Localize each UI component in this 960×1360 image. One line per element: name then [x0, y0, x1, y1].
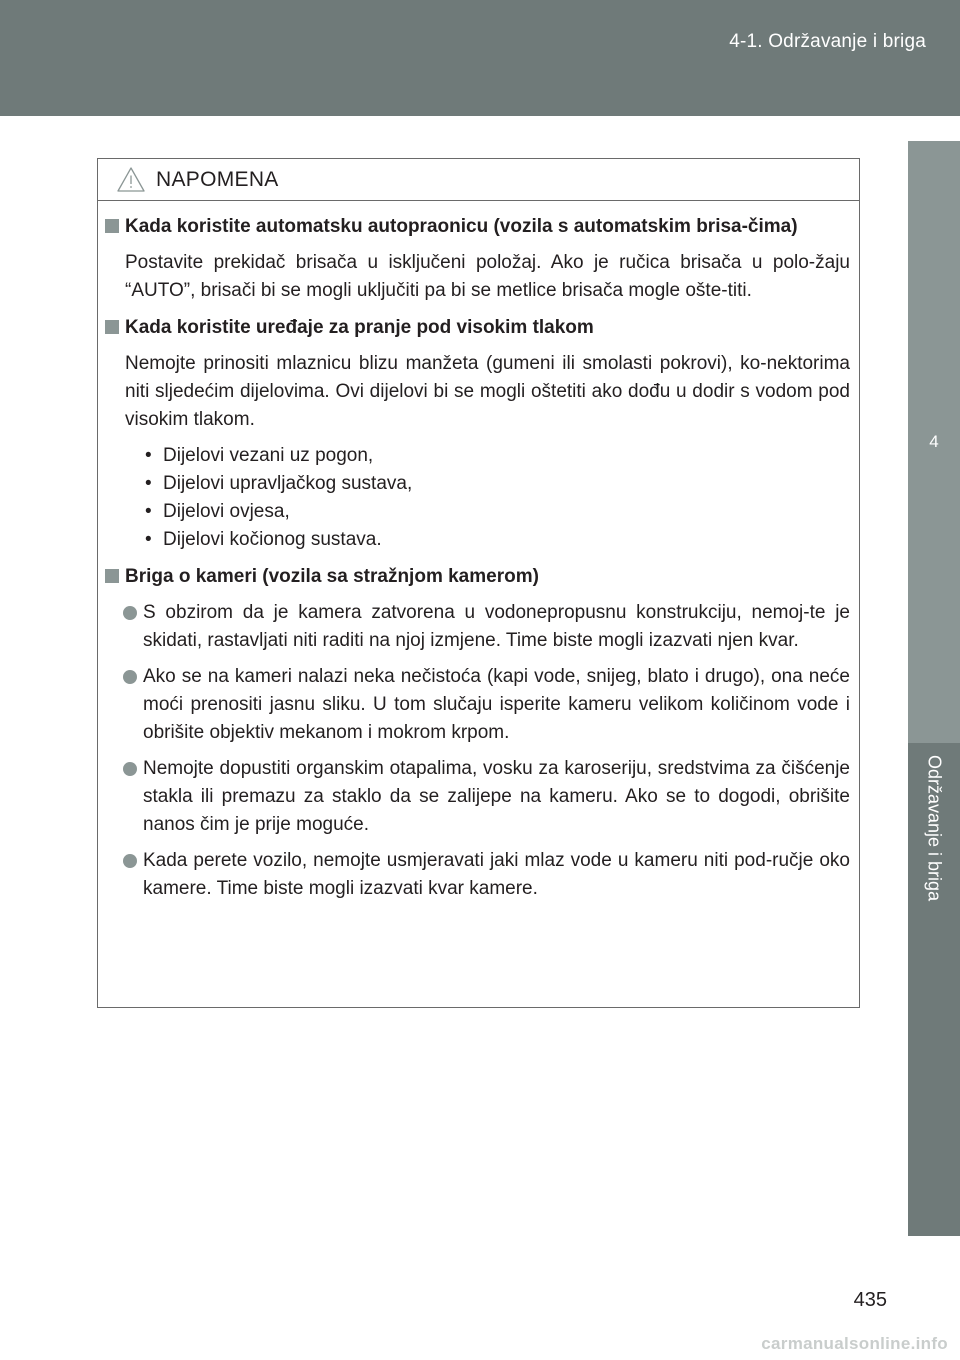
notice-body	[98, 201, 859, 903]
warning-icon	[116, 166, 146, 193]
list-item: • Dijelovi ovjesa,	[145, 498, 850, 526]
notice-header	[98, 159, 859, 201]
watermark: carmanualsonline.info	[761, 1334, 948, 1353]
top-banner	[0, 0, 960, 116]
camera-care-item: Nemojte dopustiti organskim otapalima, vosku za karoseriju, sredstvima za čišćenje stakla ili premazu za staklo da se zalijepe na kameru. Ako se to dogodi, obrišite nanos čim je prije moguće.	[105, 755, 850, 839]
notice-title: NAPOMENA	[156, 167, 279, 191]
camera-care-item: S obzirom da je kamera zatvorena u vodonepropusnu konstrukciju, nemoj-te je skidati, rastavljati niti raditi na njoj izmjene. Time biste mogli izazvati njen kvar.	[105, 599, 850, 655]
page-number: 435	[853, 1289, 887, 1311]
list-item: • Dijelovi vezani uz pogon,	[145, 442, 850, 470]
camera-care-item: Kada perete vozilo, nemojte usmjeravati jaki mlaz vode u kameru niti pod-ručje oko kamere. Time biste mogli izazvati kvar kamere.	[105, 847, 850, 903]
chapter-label-text: Održavanje i briga	[924, 755, 945, 902]
section-paragraph-high-pressure-washer: Nemojte prinositi mlaznicu blizu manžeta (gumeni ili smolasti pokrovi), ko-nektorima niti sljedećim dijelovima. Ovi dijelovi bi se mogli oštetiti ako dođu u dodir s vodom pod visokim tlakom.	[125, 353, 850, 430]
section-heading-high-pressure-washer: Kada koristite uređaje za pranje pod visokim tlakom	[105, 314, 850, 342]
chapter-number: 4	[908, 141, 960, 743]
section-title: 4-1. Održavanje i briga	[729, 31, 926, 52]
section-paragraph-automatic-carwash: Postavite prekidač brisača u isključeni položaj. Ako je ručica brisača u polo-žaju “AUTO”, brisači bi se mogli uključiti pa bi se metlice brisača mogle ošte-titi.	[125, 252, 850, 301]
parts-bullet-list	[145, 442, 850, 554]
section-heading-camera-care: Briga o kameri (vozila sa stražnjom kamerom)	[105, 563, 850, 591]
chapter-side-tab	[908, 141, 960, 1236]
camera-care-item: Ako se na kameri nalazi neka nečistoća (kapi vode, snijeg, blato i drugo), ona neće moći prenositi jasnu sliku. U tom slučaju isperite kameru velikom količinom vode i obrišite objektiv mekanom i mokrom krpom.	[105, 663, 850, 747]
section-heading-automatic-carwash: Kada koristite automatsku autopraonicu (vozila s automatskim brisa-čima)	[105, 213, 850, 241]
list-item: • Dijelovi upravljačkog sustava,	[145, 470, 850, 498]
list-item: • Dijelovi kočionog sustava.	[145, 526, 850, 554]
notice-box	[97, 158, 860, 1008]
chapter-label	[908, 743, 960, 1236]
